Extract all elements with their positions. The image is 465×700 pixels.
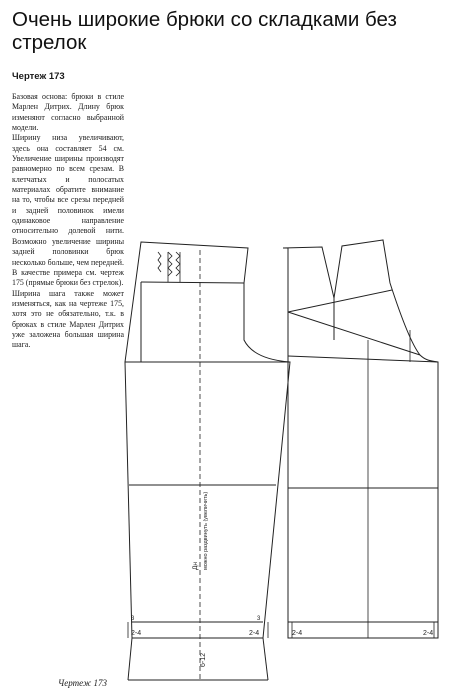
back-hip-line <box>288 356 438 362</box>
paragraph-width: Ширину низа увеличивают, здесь она составляет 54 см. Увеличение ширины производят равномерно по всем срезам. В клетчатых и полосатых материалах обратите внимание на то, чтобы все срезы передней и задней половинок имели одинаковое направление относительно долевой нити. Возможно увеличение ширины задней половинки брюк несколько больше, чем передней. В качестве примера см. чертеж 175 (прямые брюки без стрелок). <box>12 133 124 288</box>
grain-line-label: Дн <box>192 562 199 570</box>
back-seat-line <box>288 312 420 355</box>
front-hem-left-edge <box>128 638 132 680</box>
figure-label: Чертеж 173 <box>12 71 65 82</box>
paragraph-base: Базовая основа: брюки в стиле Марлен Дитрих. Длину брюк изменяют согласно выбранной модели. <box>12 92 124 133</box>
grain-line-note: можно раздвинуть (увеличить) <box>203 491 209 570</box>
page-title: Очень широкие брюки со складками без стрелок <box>12 8 397 54</box>
front-piece-outline <box>125 242 290 638</box>
hem-label-front-right: 2-4 <box>249 630 260 637</box>
paragraph-crotch: Ширина шага также может изменяться, как на чертеже 175, хотя это не обязательно, т.к. в брюках в стиле Марлен Дитрих уже заложена большая ширина шага. <box>12 288 124 350</box>
dim-mark-front-left: 3 <box>131 616 135 622</box>
hem-label-back-right: 2-4 <box>423 630 434 637</box>
back-piece-outline <box>283 240 438 638</box>
figure-caption: Чертеж 173 <box>58 678 107 688</box>
front-hem-right-edge <box>263 638 268 680</box>
back-yoke-line <box>288 290 392 312</box>
hem-label-back-left: 2-4 <box>292 630 303 637</box>
pleat-marks <box>158 252 180 282</box>
dim-mark-front-right: 3 <box>257 616 261 622</box>
hem-label-front-left: 2-4 <box>131 630 142 637</box>
hem-extension-label: 6-12 <box>200 652 207 667</box>
front-yoke-line <box>141 282 244 283</box>
